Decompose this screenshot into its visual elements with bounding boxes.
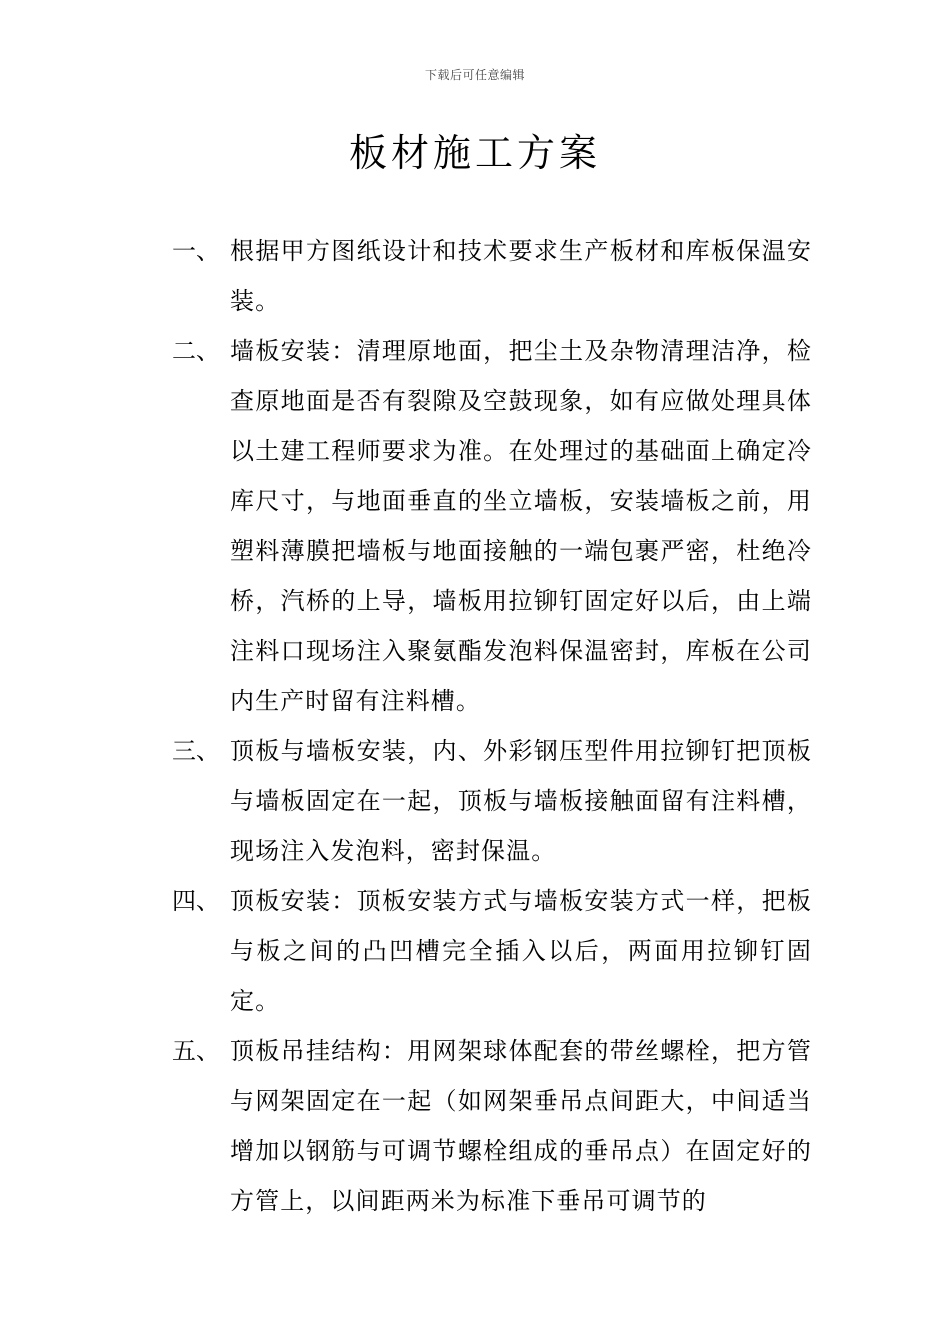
item-number: 四、	[172, 887, 220, 915]
item-number: 三、	[172, 737, 220, 765]
list-item	[172, 726, 812, 876]
list-item	[172, 326, 812, 726]
item-text: 根据甲方图纸设计和技术要求生产板材和库板保温安装。	[230, 237, 812, 315]
header-note: 下载后可任意编辑	[424, 68, 525, 82]
document-title: 板材施工方案	[348, 131, 601, 175]
document-body	[172, 226, 812, 1226]
item-number: 一、	[172, 237, 220, 265]
item-text: 顶板吊挂结构：用网架球体配套的带丝螺栓，把方管与网架固定在一起（如网架垂吊点间距大，中间适当增加以钢筋与可调节螺栓组成的垂吊点）在固定好的方管上，以间距两米为标准下垂吊可调节的	[230, 1037, 812, 1215]
item-text: 墙板安装：清理原地面，把尘土及杂物清理洁净，检查原地面是否有裂隙及空鼓现象，如有应做处理具体以土建工程师要求为准。在处理过的基础面上确定冷库尺寸，与地面垂直的坐立墙板，安装墙板之前，用塑料薄膜把墙板与地面接触的一端包裹严密，杜绝冷桥，汽桥的上导，墙板用拉铆钉固定好以后，由上端注料口现场注入聚氨酯发泡料保温密封，库板在公司内生产时留有注料槽。	[230, 337, 812, 715]
item-text: 顶板安装：顶板安装方式与墙板安装方式一样，把板与板之间的凸凹槽完全插入以后，两面用拉铆钉固定。	[230, 887, 812, 1015]
item-text: 顶板与墙板安装，内、外彩钢压型件用拉铆钉把顶板与墙板固定在一起，顶板与墙板接触面留有注料槽，现场注入发泡料，密封保温。	[230, 737, 812, 865]
list-item	[172, 876, 812, 1026]
item-number: 二、	[172, 337, 220, 365]
list-item	[172, 1026, 812, 1226]
list-item	[172, 226, 812, 326]
item-number: 五、	[172, 1037, 220, 1065]
